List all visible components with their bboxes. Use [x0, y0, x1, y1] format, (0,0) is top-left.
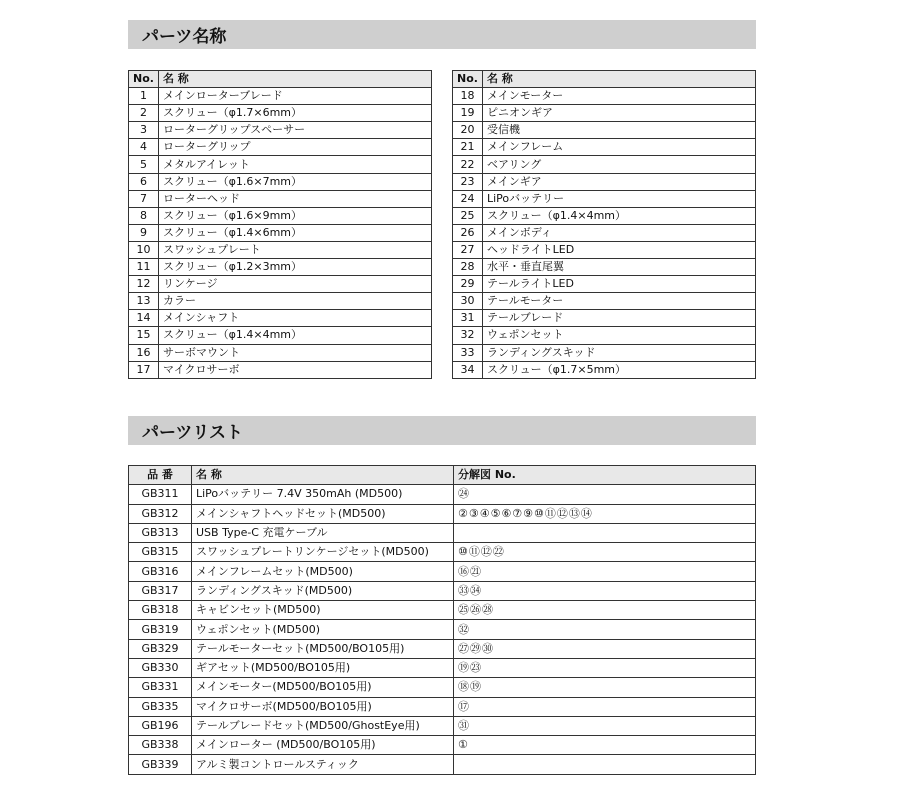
- part-name: メインローターブレード: [158, 88, 431, 105]
- table-row: [129, 105, 432, 122]
- part-number: 24: [453, 190, 483, 207]
- part-number: 23: [453, 173, 483, 190]
- part-name: ヘッドライトLED: [482, 241, 755, 258]
- table-row: [129, 207, 432, 224]
- part-number: 1: [129, 88, 159, 105]
- diagram-refs: ㉜: [454, 620, 756, 639]
- part-number: 7: [129, 190, 159, 207]
- table-row: [129, 562, 756, 581]
- col-name-header: 名 称: [482, 71, 755, 88]
- part-name: ローターヘッド: [158, 190, 431, 207]
- table-row: [453, 190, 756, 207]
- table-row: [129, 310, 432, 327]
- table-row: [453, 259, 756, 276]
- table-row: [129, 581, 756, 600]
- table-row: [129, 755, 756, 774]
- part-name: ウェポンセット(MD500): [192, 620, 454, 639]
- part-number: 32: [453, 327, 483, 344]
- part-name: USB Type-C 充電ケーブル: [192, 523, 454, 542]
- table-row: [129, 156, 432, 173]
- diagram-refs: ⑯㉑: [454, 562, 756, 581]
- part-name: ピニオンギア: [482, 105, 755, 122]
- part-code: GB329: [129, 639, 192, 658]
- part-name: テールブレードセット(MD500/GhostEye用): [192, 716, 454, 735]
- table-row: [129, 543, 756, 562]
- table-row: [129, 344, 432, 361]
- table-row: [453, 293, 756, 310]
- diagram-refs: ⑱⑲: [454, 678, 756, 697]
- table-row: [453, 241, 756, 258]
- part-name: メインボディ: [482, 224, 755, 241]
- diagram-refs: [454, 755, 756, 774]
- table-row: [453, 88, 756, 105]
- part-number: 2: [129, 105, 159, 122]
- col-refs-header: 分解図 No.: [454, 466, 756, 485]
- table-row: [129, 224, 432, 241]
- part-name: スクリュー（φ1.7×5mm）: [482, 361, 755, 378]
- table-row: [129, 173, 432, 190]
- part-code: GB311: [129, 485, 192, 504]
- col-name-header: 名 称: [192, 466, 454, 485]
- col-code-header: 品 番: [129, 466, 192, 485]
- table-row: [129, 139, 432, 156]
- part-number: 5: [129, 156, 159, 173]
- part-name: ランディングスキッド: [482, 344, 755, 361]
- table-row: [129, 716, 756, 735]
- table-row: [129, 736, 756, 755]
- diagram-refs: ㉕㉖㉘: [454, 601, 756, 620]
- table-row: [129, 122, 432, 139]
- part-name: メインモーター(MD500/BO105用): [192, 678, 454, 697]
- part-code: GB330: [129, 658, 192, 677]
- table-row: [453, 156, 756, 173]
- part-name: リンケージ: [158, 276, 431, 293]
- table-row: [129, 639, 756, 658]
- table-row: [129, 504, 756, 523]
- table-row: [129, 190, 432, 207]
- part-name: メタルアイレット: [158, 156, 431, 173]
- part-number: 11: [129, 259, 159, 276]
- part-number: 26: [453, 224, 483, 241]
- diagram-refs: ①: [454, 736, 756, 755]
- table-row: [129, 361, 432, 378]
- table-header-row: [129, 71, 432, 88]
- diagram-refs: ㉝㉞: [454, 581, 756, 600]
- part-code: GB335: [129, 697, 192, 716]
- section-title-part-names: パーツ名称: [128, 20, 756, 49]
- table-row: [129, 485, 756, 504]
- part-names-table-left: [128, 70, 432, 379]
- part-name: メインシャフトヘッドセット(MD500): [192, 504, 454, 523]
- table-header-row: [453, 71, 756, 88]
- part-number: 34: [453, 361, 483, 378]
- part-name: メインローター (MD500/BO105用): [192, 736, 454, 755]
- part-name: スワッシュプレートリンケージセット(MD500): [192, 543, 454, 562]
- table-row: [453, 327, 756, 344]
- diagram-refs: ⑩⑪⑫㉒: [454, 543, 756, 562]
- section-title-parts-list: パーツリスト: [128, 416, 756, 445]
- table-row: [129, 620, 756, 639]
- part-name: スクリュー（φ1.7×6mm）: [158, 105, 431, 122]
- table-header-row: [129, 466, 756, 485]
- part-code: GB196: [129, 716, 192, 735]
- part-name: メインモーター: [482, 88, 755, 105]
- part-name: スクリュー（φ1.4×4mm）: [158, 327, 431, 344]
- part-name: カラー: [158, 293, 431, 310]
- part-number: 31: [453, 310, 483, 327]
- part-name: マイクロサーボ(MD500/BO105用): [192, 697, 454, 716]
- part-number: 9: [129, 224, 159, 241]
- part-code: GB316: [129, 562, 192, 581]
- part-name: ウェポンセット: [482, 327, 755, 344]
- part-number: 18: [453, 88, 483, 105]
- table-row: [129, 293, 432, 310]
- part-name: テールモーター: [482, 293, 755, 310]
- part-code: GB338: [129, 736, 192, 755]
- part-code: GB319: [129, 620, 192, 639]
- diagram-refs: ②③④⑤⑥⑦⑨⑩⑪⑫⑬⑭: [454, 504, 756, 523]
- part-name: テールモーターセット(MD500/BO105用): [192, 639, 454, 658]
- table-row: [453, 207, 756, 224]
- part-name: スクリュー（φ1.4×4mm）: [482, 207, 755, 224]
- part-name: LiPoバッテリー 7.4V 350mAh (MD500): [192, 485, 454, 504]
- part-name: LiPoバッテリー: [482, 190, 755, 207]
- col-name-header: 名 称: [158, 71, 431, 88]
- part-number: 16: [129, 344, 159, 361]
- part-name: ギアセット(MD500/BO105用): [192, 658, 454, 677]
- part-number: 17: [129, 361, 159, 378]
- table-row: [453, 122, 756, 139]
- part-name: スクリュー（φ1.2×3mm）: [158, 259, 431, 276]
- part-name: メインフレーム: [482, 139, 755, 156]
- table-row: [129, 259, 432, 276]
- part-name: アルミ製コントロールスティック: [192, 755, 454, 774]
- table-row: [453, 139, 756, 156]
- table-row: [129, 88, 432, 105]
- part-number: 14: [129, 310, 159, 327]
- part-name: ローターグリップスペーサー: [158, 122, 431, 139]
- part-code: GB331: [129, 678, 192, 697]
- part-number: 10: [129, 241, 159, 258]
- part-name: テールブレード: [482, 310, 755, 327]
- table-row: [453, 224, 756, 241]
- part-name: メインギア: [482, 173, 755, 190]
- part-code: GB339: [129, 755, 192, 774]
- part-name: メインフレームセット(MD500): [192, 562, 454, 581]
- part-name: テールライトLED: [482, 276, 755, 293]
- diagram-refs: ㉗㉙㉚: [454, 639, 756, 658]
- table-row: [129, 327, 432, 344]
- part-names-table-right: [452, 70, 756, 379]
- part-name: メインシャフト: [158, 310, 431, 327]
- table-row: [453, 310, 756, 327]
- diagram-refs: ㉔: [454, 485, 756, 504]
- part-name: ベアリング: [482, 156, 755, 173]
- part-name: スクリュー（φ1.6×7mm）: [158, 173, 431, 190]
- part-number: 27: [453, 241, 483, 258]
- part-name: 受信機: [482, 122, 755, 139]
- diagram-refs: ⑲㉓: [454, 658, 756, 677]
- table-row: [129, 697, 756, 716]
- part-number: 19: [453, 105, 483, 122]
- part-number: 4: [129, 139, 159, 156]
- part-number: 3: [129, 122, 159, 139]
- table-row: [453, 344, 756, 361]
- table-row: [129, 276, 432, 293]
- part-number: 33: [453, 344, 483, 361]
- table-row: [129, 523, 756, 542]
- part-name: スクリュー（φ1.6×9mm）: [158, 207, 431, 224]
- table-row: [129, 678, 756, 697]
- part-number: 12: [129, 276, 159, 293]
- part-number: 28: [453, 259, 483, 276]
- part-name: マイクロサーボ: [158, 361, 431, 378]
- diagram-refs: [454, 523, 756, 542]
- diagram-refs: ㉛: [454, 716, 756, 735]
- part-number: 6: [129, 173, 159, 190]
- table-row: [453, 276, 756, 293]
- part-number: 15: [129, 327, 159, 344]
- parts-list-table: [128, 465, 756, 775]
- part-number: 13: [129, 293, 159, 310]
- part-code: GB312: [129, 504, 192, 523]
- part-name: スワッシュプレート: [158, 241, 431, 258]
- col-no-header: No.: [453, 71, 483, 88]
- col-no-header: No.: [129, 71, 159, 88]
- diagram-refs: ⑰: [454, 697, 756, 716]
- part-name: 水平・垂直尾翼: [482, 259, 755, 276]
- table-row: [453, 105, 756, 122]
- part-code: GB315: [129, 543, 192, 562]
- part-code: GB317: [129, 581, 192, 600]
- part-number: 30: [453, 293, 483, 310]
- part-code: GB318: [129, 601, 192, 620]
- part-name: サーボマウント: [158, 344, 431, 361]
- part-number: 22: [453, 156, 483, 173]
- part-number: 20: [453, 122, 483, 139]
- table-row: [129, 601, 756, 620]
- part-code: GB313: [129, 523, 192, 542]
- part-number: 21: [453, 139, 483, 156]
- table-row: [129, 658, 756, 677]
- part-name: ランディングスキッド(MD500): [192, 581, 454, 600]
- part-name: キャビンセット(MD500): [192, 601, 454, 620]
- table-row: [453, 361, 756, 378]
- part-number: 8: [129, 207, 159, 224]
- table-row: [453, 173, 756, 190]
- part-name: ローターグリップ: [158, 139, 431, 156]
- part-number: 25: [453, 207, 483, 224]
- part-number: 29: [453, 276, 483, 293]
- part-name: スクリュー（φ1.4×6mm）: [158, 224, 431, 241]
- table-row: [129, 241, 432, 258]
